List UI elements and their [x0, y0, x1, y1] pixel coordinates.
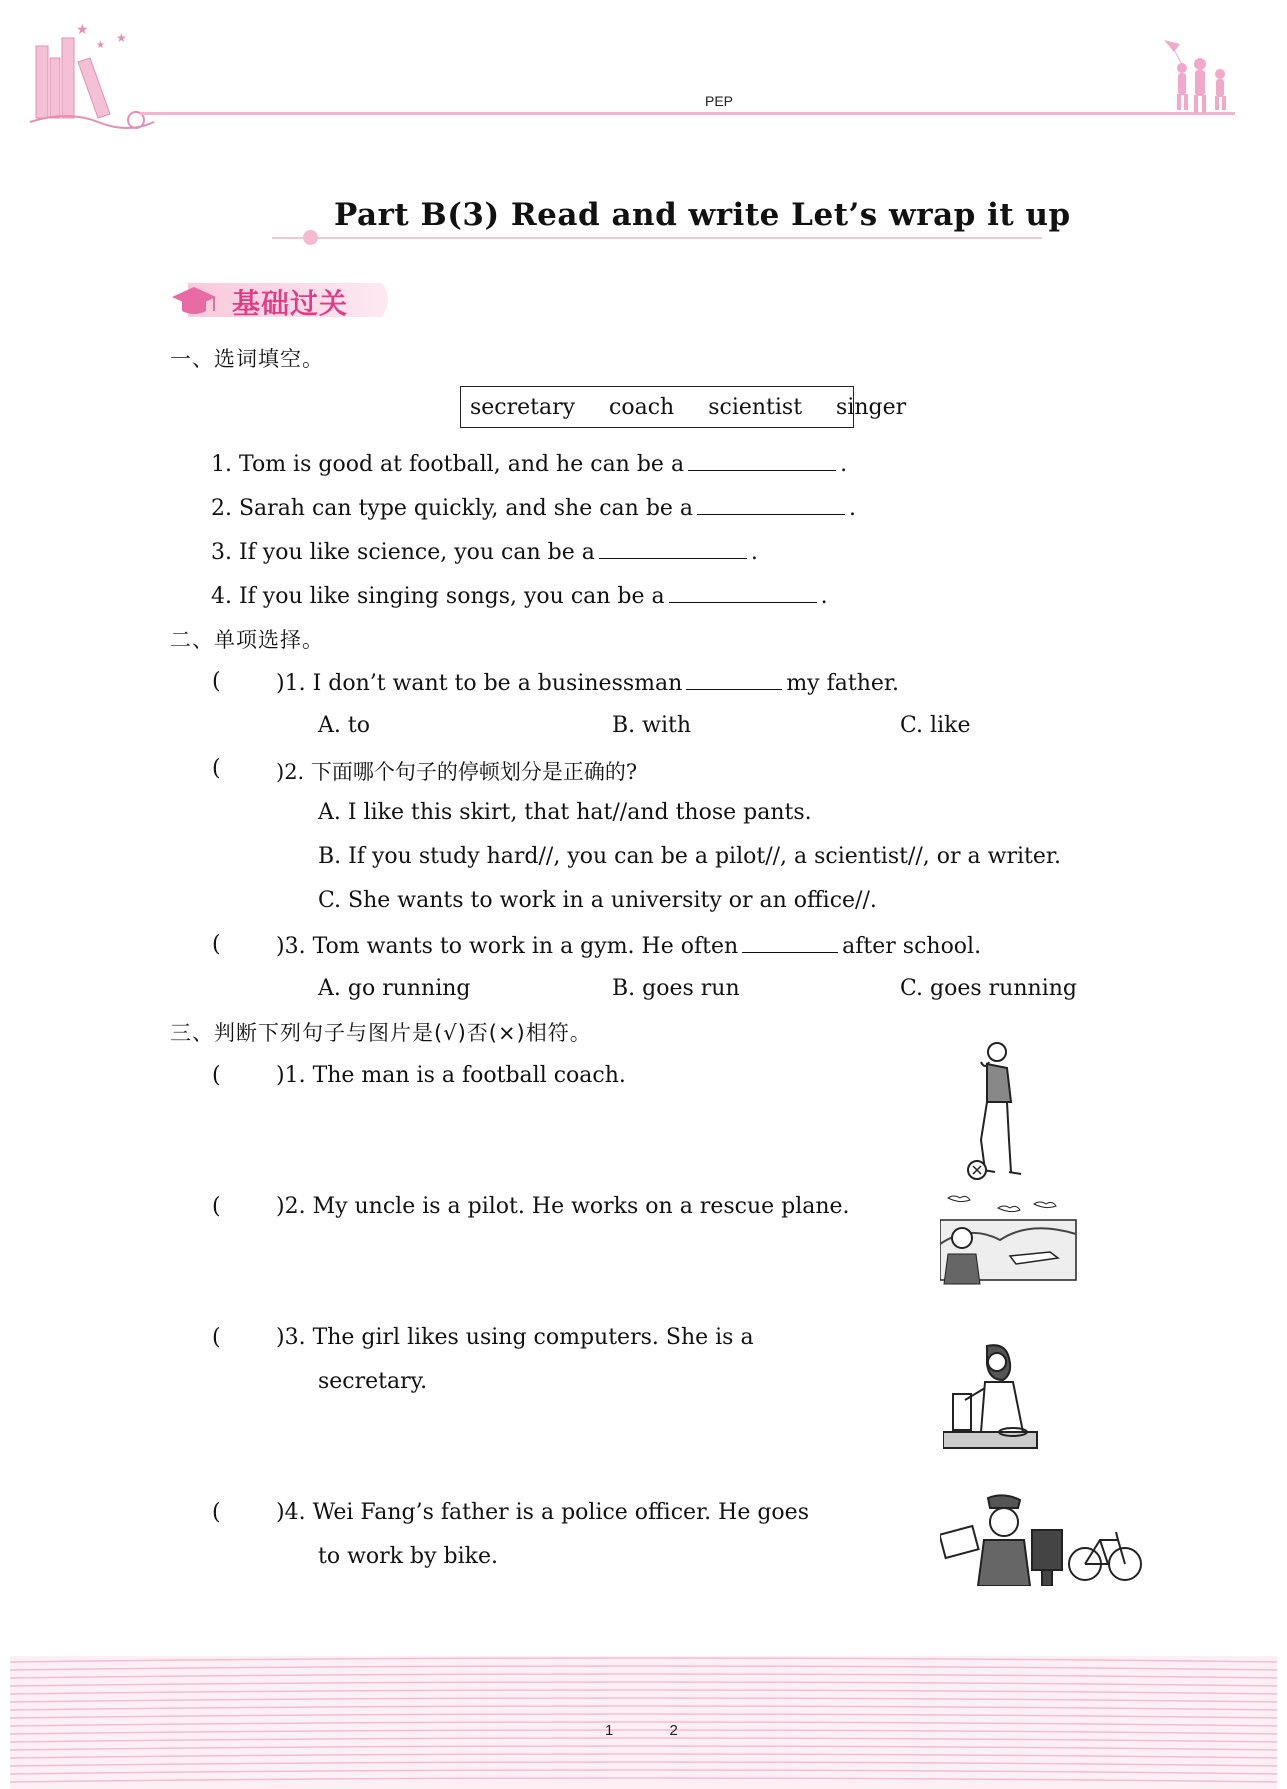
svg-text:★: ★ [96, 40, 105, 51]
pilot-rescue-plane-illustration [940, 1194, 1080, 1290]
part1-item-2-text: 2. Sarah can type quickly, and she can be a [211, 496, 694, 521]
part2-q3-option-c: C. goes running [900, 976, 1077, 1001]
kids-with-kite-icon [1160, 38, 1240, 118]
part1-item-1-text: 1. Tom is good at football, and he can be a [211, 452, 685, 477]
header-label: PEP [705, 93, 734, 109]
svg-text:★: ★ [116, 31, 127, 45]
part3-item-4-line1: )4. Wei Fang’s father is a police officer. He goes [276, 1500, 809, 1525]
section-badge-label: 基础过关 [232, 287, 349, 320]
football-coach-illustration [955, 1040, 1025, 1185]
part2-q2-option-b: B. If you study hard//, you can be a pilot//, a scientist//, or a writer. [318, 844, 1061, 869]
answer-paren-open[interactable]: ( [212, 756, 221, 781]
answer-paren-open[interactable]: ( [212, 1063, 221, 1088]
title-underline [272, 237, 1042, 239]
part2-q1-option-c: C. like [900, 713, 971, 738]
part1-item-1-end: . [840, 452, 848, 477]
part1-item-4-end: . [820, 584, 828, 609]
part1-item-3-end: . [750, 540, 758, 565]
part3-item-3-line2: secretary. [318, 1369, 428, 1394]
part2-q1-end: my father. [786, 671, 899, 696]
part2-q1 [276, 669, 899, 696]
answer-blank[interactable] [599, 538, 747, 559]
part2-q3-text: )3. Tom wants to work in a gym. He often [276, 934, 739, 959]
answer-paren-open[interactable]: ( [212, 1325, 221, 1350]
part1-item-4 [211, 582, 828, 609]
page-title: Part B(3) Read and write Let’s wrap it up [334, 197, 1071, 233]
part1-item-1 [211, 450, 847, 477]
part1-item-2 [211, 494, 856, 521]
part1-item-3 [211, 538, 758, 565]
part2-q3-option-b: B. goes run [612, 976, 740, 1001]
part1-item-3-text: 3. If you like science, you can be a [211, 540, 595, 565]
page-numbers: 1 2 [605, 1722, 678, 1739]
part3-item-1: )1. The man is a football coach. [276, 1063, 626, 1088]
answer-blank [686, 669, 782, 690]
part3-item-2: )2. My uncle is a pilot. He works on a rescue plane. [276, 1194, 850, 1219]
answer-blank[interactable] [697, 494, 845, 515]
answer-paren-open[interactable]: ( [212, 669, 221, 694]
header-logo-decoration [28, 18, 158, 130]
part1-item-2-end: . [849, 496, 857, 521]
word-box-words: secretary coach scientist singer [470, 395, 907, 420]
answer-blank [742, 932, 838, 953]
part2-q2-option-c: C. She wants to work in a university or an office//. [318, 888, 877, 913]
part2-q3-option-a: A. go running [318, 976, 471, 1001]
header-rule [140, 112, 1235, 115]
part2-q1-option-a: A. to [318, 713, 370, 738]
part2-q3-end: after school. [842, 934, 982, 959]
answer-paren-open[interactable]: ( [212, 1194, 221, 1219]
scientist-girl-illustration [943, 1340, 1039, 1450]
part3-item-4-line2: to work by bike. [318, 1544, 498, 1569]
part1-item-4-text: 4. If you like singing songs, you can be a [211, 584, 665, 609]
part2-q2-text: )2. 下面哪个句子的停顿划分是正确的? [276, 760, 638, 784]
part2-q1-text: )1. I don’t want to be a businessman [276, 671, 683, 696]
svg-text:★: ★ [76, 22, 89, 38]
part3-heading: 三、判断下列句子与图片是(√)否(×)相符。 [170, 1021, 592, 1045]
police-officer-bike-illustration [940, 1490, 1145, 1586]
answer-blank[interactable] [688, 450, 836, 471]
part2-q3 [276, 932, 981, 959]
part2-q1-option-b: B. with [612, 713, 692, 738]
answer-paren-open[interactable]: ( [212, 932, 221, 957]
answer-paren-open[interactable]: ( [212, 1500, 221, 1525]
part2-q2-option-a: A. I like this skirt, that hat//and those pants. [318, 800, 812, 825]
part3-item-3-line1: )3. The girl likes using computers. She is a [276, 1325, 754, 1350]
part2-heading: 二、单项选择。 [170, 628, 324, 652]
answer-blank[interactable] [669, 582, 817, 603]
part1-heading: 一、选词填空。 [170, 347, 324, 371]
title-dot-decoration [303, 230, 318, 245]
